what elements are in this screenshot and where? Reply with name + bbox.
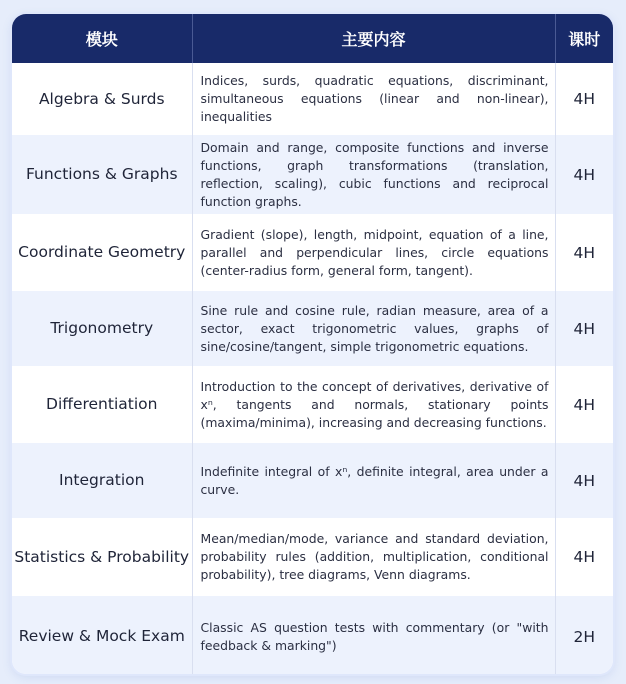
table-row (12, 135, 613, 214)
table-row (12, 443, 613, 518)
header-hours: 课时 (555, 14, 613, 63)
module-hours: 4H (555, 443, 613, 518)
table-row (12, 291, 613, 366)
module-hours: 4H (555, 214, 613, 291)
course-outline-table (12, 14, 613, 674)
table-row (12, 596, 613, 674)
header-row (12, 14, 613, 63)
module-name: Statistics & Probability (12, 518, 192, 596)
module-content: Mean/median/mode, variance and standard deviation, probability rules (addition, multiplication, conditional probability), tree diagrams, Venn diagrams. (192, 518, 555, 596)
module-name: Coordinate Geometry (12, 214, 192, 291)
module-name: Trigonometry (12, 291, 192, 366)
module-content: Classic AS question tests with commentary (or "with feedback & marking") (192, 596, 555, 674)
module-hours: 4H (555, 63, 613, 135)
table-row (12, 518, 613, 596)
module-content: Domain and range, composite functions and inverse functions, graph transformations (translation, reflection, scaling), cubic functions and reciprocal function graphs. (192, 135, 555, 214)
module-name: Review & Mock Exam (12, 596, 192, 674)
header-module: 模块 (12, 14, 192, 63)
module-content: Indices, surds, quadratic equations, discriminant, simultaneous equations (linear and non-linear), inequalities (192, 63, 555, 135)
table-row (12, 366, 613, 443)
module-content: Gradient (slope), length, midpoint, equation of a line, parallel and perpendicular lines, circle equations (center-radius form, general form, tangent). (192, 214, 555, 291)
module-hours: 2H (555, 596, 613, 674)
module-content: Indefinite integral of xⁿ, definite integral, area under a curve. (192, 443, 555, 518)
module-content: Sine rule and cosine rule, radian measure, area of a sector, exact trigonometric values, graphs of sine/cosine/tangent, simple trigonometric equations. (192, 291, 555, 366)
table-row (12, 63, 613, 135)
module-name: Differentiation (12, 366, 192, 443)
header-content: 主要内容 (192, 14, 555, 63)
module-content: Introduction to the concept of derivatives, derivative of xⁿ, tangents and normals, stationary points (maxima/minima), increasing and decreasing functions. (192, 366, 555, 443)
table-row (12, 214, 613, 291)
module-name: Integration (12, 443, 192, 518)
module-hours: 4H (555, 291, 613, 366)
table-body (12, 63, 613, 674)
table-header (12, 14, 613, 63)
module-hours: 4H (555, 135, 613, 214)
module-name: Algebra & Surds (12, 63, 192, 135)
module-name: Functions & Graphs (12, 135, 192, 214)
course-table-card (12, 14, 613, 674)
module-hours: 4H (555, 518, 613, 596)
module-hours: 4H (555, 366, 613, 443)
